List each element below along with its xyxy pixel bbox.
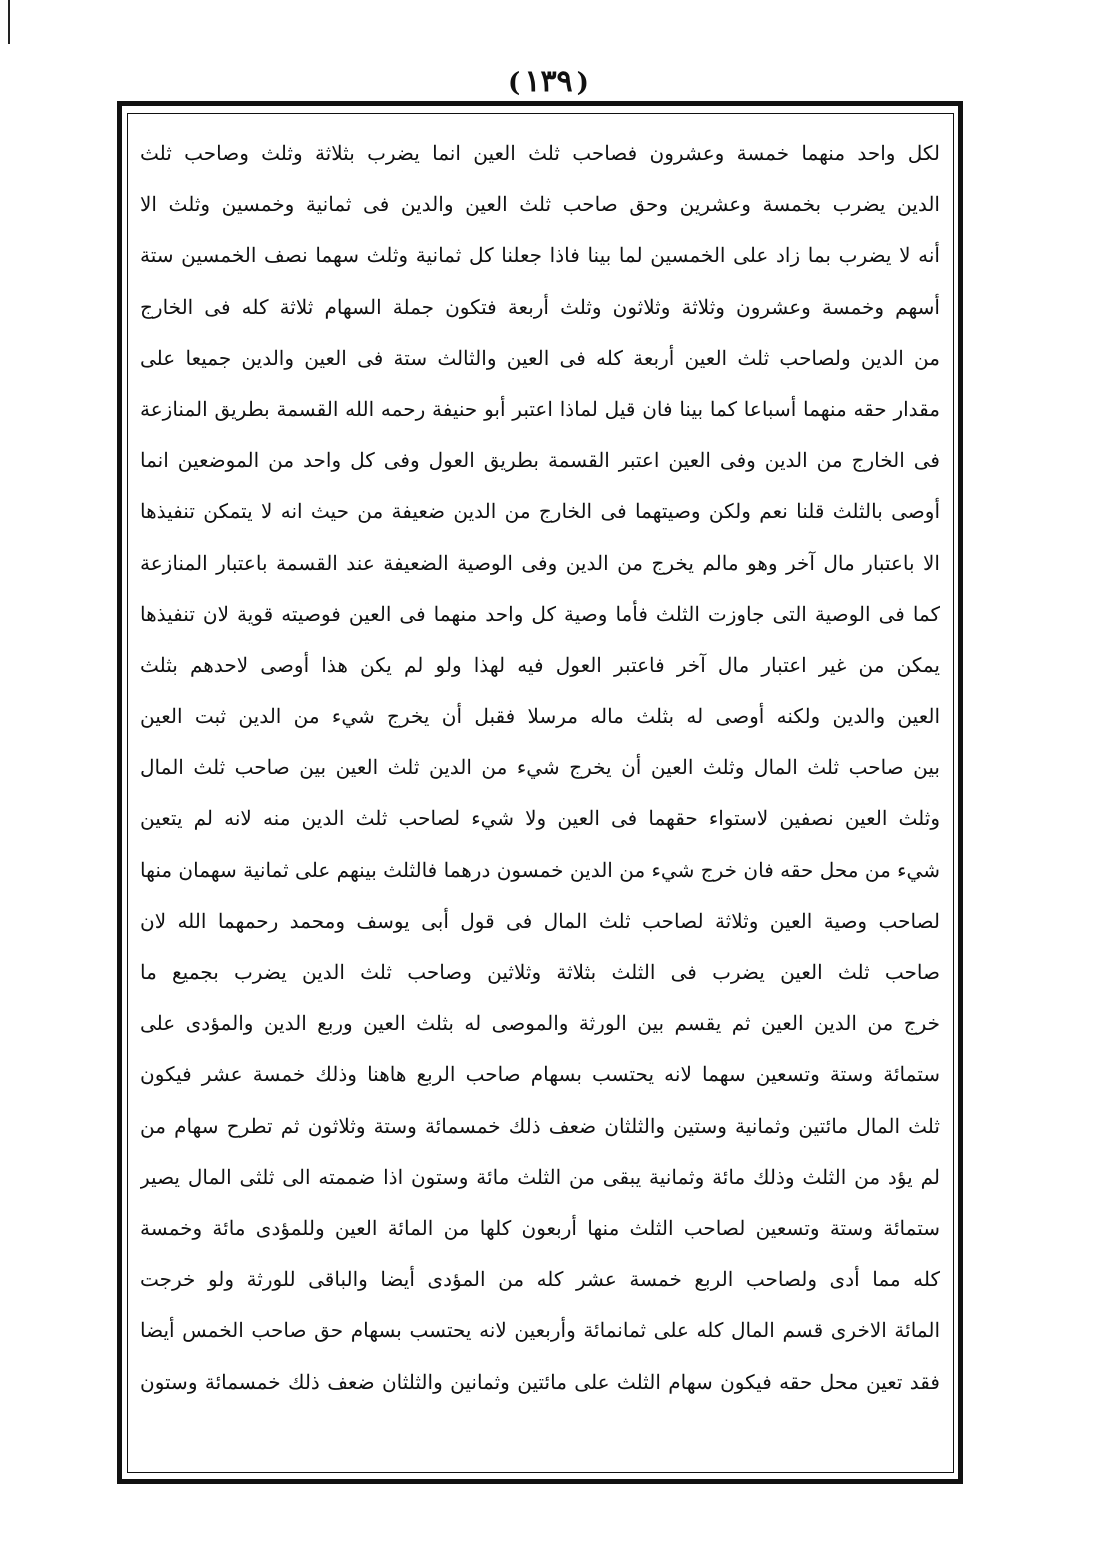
page-number-open-paren: ( <box>508 68 521 98</box>
text-line: خرج من الدين العين ثم يقسم بين الورثة والموصى له بثلث العين وربع الدين والمؤدى على <box>140 1011 940 1036</box>
text-line: فى الخارج من الدين وفى العين اعتبر القسمة بطريق العول وفى كل واحد من الموضعين انما <box>140 448 940 473</box>
left-edge-mark <box>8 0 10 44</box>
body-text <box>140 128 940 1408</box>
text-line: كما فى الوصية التى جاوزت الثلث فأما وصية كل واحد منهما فى العين فوصيته قوية لان تنفيذها <box>140 601 940 626</box>
text-line: وثلث العين نصفين لاستواء حقهما فى العين ولا شيء لصاحب ثلث الدين منه لانه لم يتعين <box>140 806 940 831</box>
text-line: الا باعتبار مال آخر وهو مالم يخرج من الدين وفى الوصية الضعيفة عند القسمة باعتبار المنازعة <box>140 550 940 575</box>
text-line: أسهم وخمسة وعشرون وثلاثة وثلاثون وثلث أربعة فتكون جملة السهام ثلاثة كله فى الخارج <box>140 294 940 319</box>
text-line: المائة الاخرى قسم المال كله على ثمانمائة وأربعين لانه يحتسب بسهام حق صاحب الخمس أيضا <box>140 1318 940 1343</box>
page-number <box>0 62 1097 103</box>
text-line: ستمائة وستة وتسعين سهما لانه يحتسب بسهام صاحب الربع هاهنا وذلك خمسة عشر فيكون <box>140 1062 940 1087</box>
text-line: مقدار حقه منهما أسباعا كما بينا فان قيل لماذا اعتبر أبو حنيفة رحمه الله القسمة بطريق المنازعة <box>140 396 940 421</box>
text-line: شيء من محل حقه فان خرج شيء من الدين خمسون درهما فالثلث بينهم على ثمانية سهمان منها <box>140 857 940 882</box>
text-line: فقد تعين محل حقه فيكون سهام الثلث على مائتين وثمانين والثلثان ضعف ذلك خمسمائة وستون <box>140 1369 940 1394</box>
text-line: صاحب ثلث العين يضرب فى الثلث بثلاثة وثلاثين وصاحب ثلث الدين يضرب بجميع ما <box>140 960 940 984</box>
text-line: ثلث المال مائتين وثمانية وستين والثلثان ضعف ذلك خمسمائة وستة وثلاثون ثم تطرح سهام من <box>140 1113 940 1138</box>
page-number-close-paren: ) <box>576 68 589 98</box>
text-line: ستمائة وستة وتسعين لصاحب الثلث منها أربعون كلها من المائة العين وللمؤدى مائة وخمسة <box>140 1215 940 1240</box>
text-line: أوصى بالثلث قلنا نعم ولكن وصيتهما فى الخارج من الدين ضعيفة من حيث انه لا يتمكن تنفيذها <box>140 499 940 524</box>
text-line: بين صاحب ثلث المال وثلث العين أن يخرج شيء من الدين ثلث العين بين صاحب ثلث المال <box>140 755 940 780</box>
text-line: لم يؤد من الثلث وذلك مائة وثمانية يبقى من الثلث مائة وستون اذا ضممته الى ثلثى المال يصير <box>140 1164 940 1189</box>
text-line: أنه لا يضرب بما زاد على الخمسين لما بينا فاذا جعلنا كل ثمانية وثلث سهما نصف الخمسين ستة <box>140 243 940 268</box>
page-number-value: ١٣٩ <box>524 64 573 99</box>
text-line: الدين يضرب بخمسة وعشرين وحق صاحب ثلث العين والدين فى ثمانية وخمسين وثلث الا <box>140 192 940 217</box>
text-line: من الدين ولصاحب ثلث العين أربعة كله فى العين والثالث ستة فى العين والدين جميعا على <box>140 345 940 370</box>
text-line: لكل واحد منهما خمسة وعشرون فصاحب ثلث العين انما يضرب بثلاثة وثلث وصاحب ثلث <box>140 141 940 165</box>
text-line: العين والدين ولكنه أوصى له بثلث ماله مرسلا فقبل أن يخرج شيء من الدين ثبت العين <box>140 704 940 729</box>
text-line: لصاحب وصية العين وثلاثة لصاحب ثلث المال فى قول أبى يوسف ومحمد رحمهما الله لان <box>140 908 940 933</box>
text-line: كله مما أدى ولصاحب الربع خمسة عشر كله من المؤدى أيضا والباقى للورثة ولو خرجت <box>140 1267 940 1292</box>
text-line: يمكن من غير اعتبار مال آخر فاعتبر العول فيه لهذا ولو لم يكن هذا أوصى لاحدهم بثلث <box>140 652 940 677</box>
